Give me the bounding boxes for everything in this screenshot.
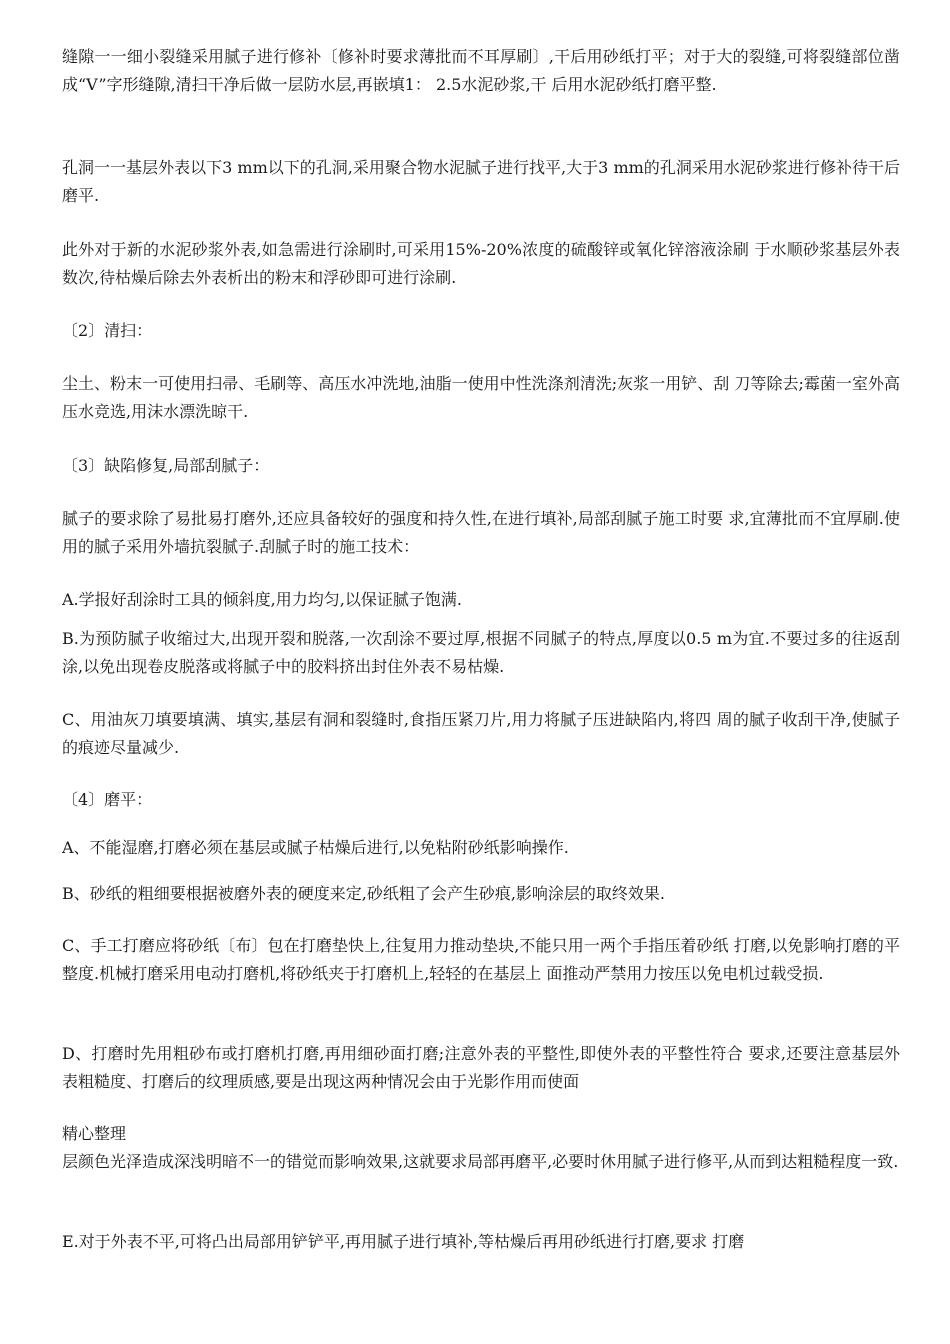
list-item-c-manual-sanding: C、手工打磨应将砂纸〔布〕包在打磨垫快上,往复用力推动垫块,不能只用一两个手指压着砂纸 打磨,以免影响打磨的平整度.机械打磨采用电动打磨机,将砂纸夹于打磨机上,轻轻的在基层上 面推动严禁用力按压以免电机过载受损. [62,936,900,983]
list-item-a-tool-angle: A.学报好刮涂时工具的倾斜度,用力均匀,以保证腻子饱满. [62,590,462,609]
footer-note: 精心整理 [62,1124,127,1143]
list-item-e-uneven-surface: E.对于外表不平,可将凸出局部用铲铲平,再用腻子进行填补,等枯燥后再用砂纸进行打磨,要求 打磨 [62,1232,745,1251]
section-heading-cleaning: 〔2〕清扫： [62,321,153,340]
list-item-c-filling: C、用油灰刀填要填满、填实,基层有洞和裂缝时,食指压紧刀片,用力将腻子压进缺陷内,将四 周的腻子收刮干净,使腻子的痕迹尽量减少. [62,710,900,757]
paragraph-continuation: 层颜色光泽造成深浅明暗不一的错觉而影响效果,这就要求局部再磨平,必要时休用腻子进行修平,从而到达粗糙程度一致. [62,1152,899,1171]
list-item-b-sandpaper-grit: B、砂纸的粗细要根据被磨外表的硬度来定,砂纸粗了会产生砂痕,影响涂层的取终效果. [62,884,666,903]
list-item-d-sanding-order: D、打磨时先用粗砂布或打磨机打磨,再用细砂面打磨;注意外表的平整性,即使外表的平整性符合 要求,还要注意基层外表粗糙度、打磨后的纹理质感,要是出现这两种情况会由于光影作用而使面 [62,1044,900,1091]
paragraph-cleaning-methods: 尘土、粉末一可使用扫帚、毛刷等、高压水冲洗地,油脂一使用中性洗涤剂清洗;灰浆一用铲、刮 刀等除去;霉菌一室外高压水竞选,用沫水漂洗晾干. [62,374,900,421]
paragraph-crack-repair: 缝隙一一细小裂缝采用腻子进行修补〔修补时要求薄批而不耳厚刷〕,干后用砂纸打平；对于大的裂缝,可将裂缝部位凿成“V”字形缝隙,清扫干净后做一层防水层,再嵌填1： 2.5水泥砂浆,干 后用水泥砂纸打磨平整. [62,47,900,94]
list-item-a-no-wet-sanding: A、不能湿磨,打磨必须在基层或腻子枯燥后进行,以免粘附砂纸影响操作. [62,838,569,857]
paragraph-hole-repair: 孔洞一一基层外表以下3 mm以下的孔洞,采用聚合物水泥腻子进行找平,大于3 mm的孔洞采用水泥砂浆进行修补待干后磨平. [62,158,900,205]
paragraph-new-mortar-treatment: 此外对于新的水泥砂浆外表,如急需进行涂刷时,可采用15%-20%浓度的硫酸锌或氧化锌溶液涂刷 于水顺砂浆基层外表数次,待枯燥后除去外表析出的粉末和浮砂即可进行涂刷. [62,240,900,287]
section-heading-defect-repair: 〔3〕缺陷修复,局部刮腻子： [62,456,270,475]
section-heading-sanding: 〔4〕磨平： [62,790,153,809]
paragraph-putty-requirements: 腻子的要求除了易批易打磨外,还应具备较好的强度和持久性,在进行填补,局部刮腻子施工时要 求,宜薄批而不宜厚刷.使用的腻子采用外墙抗裂腻子.刮腻子时的施工技术： [62,509,900,556]
list-item-b-shrinkage: B.为预防腻子收缩过大,出现开裂和脱落,一次刮涂不要过厚,根据不同腻子的特点,厚度以0.5 m为宜.不要过多的往返刮涂,以免出现卷皮脱落或将腻子中的胶料挤出封住外表不易枯燥. [62,629,900,676]
